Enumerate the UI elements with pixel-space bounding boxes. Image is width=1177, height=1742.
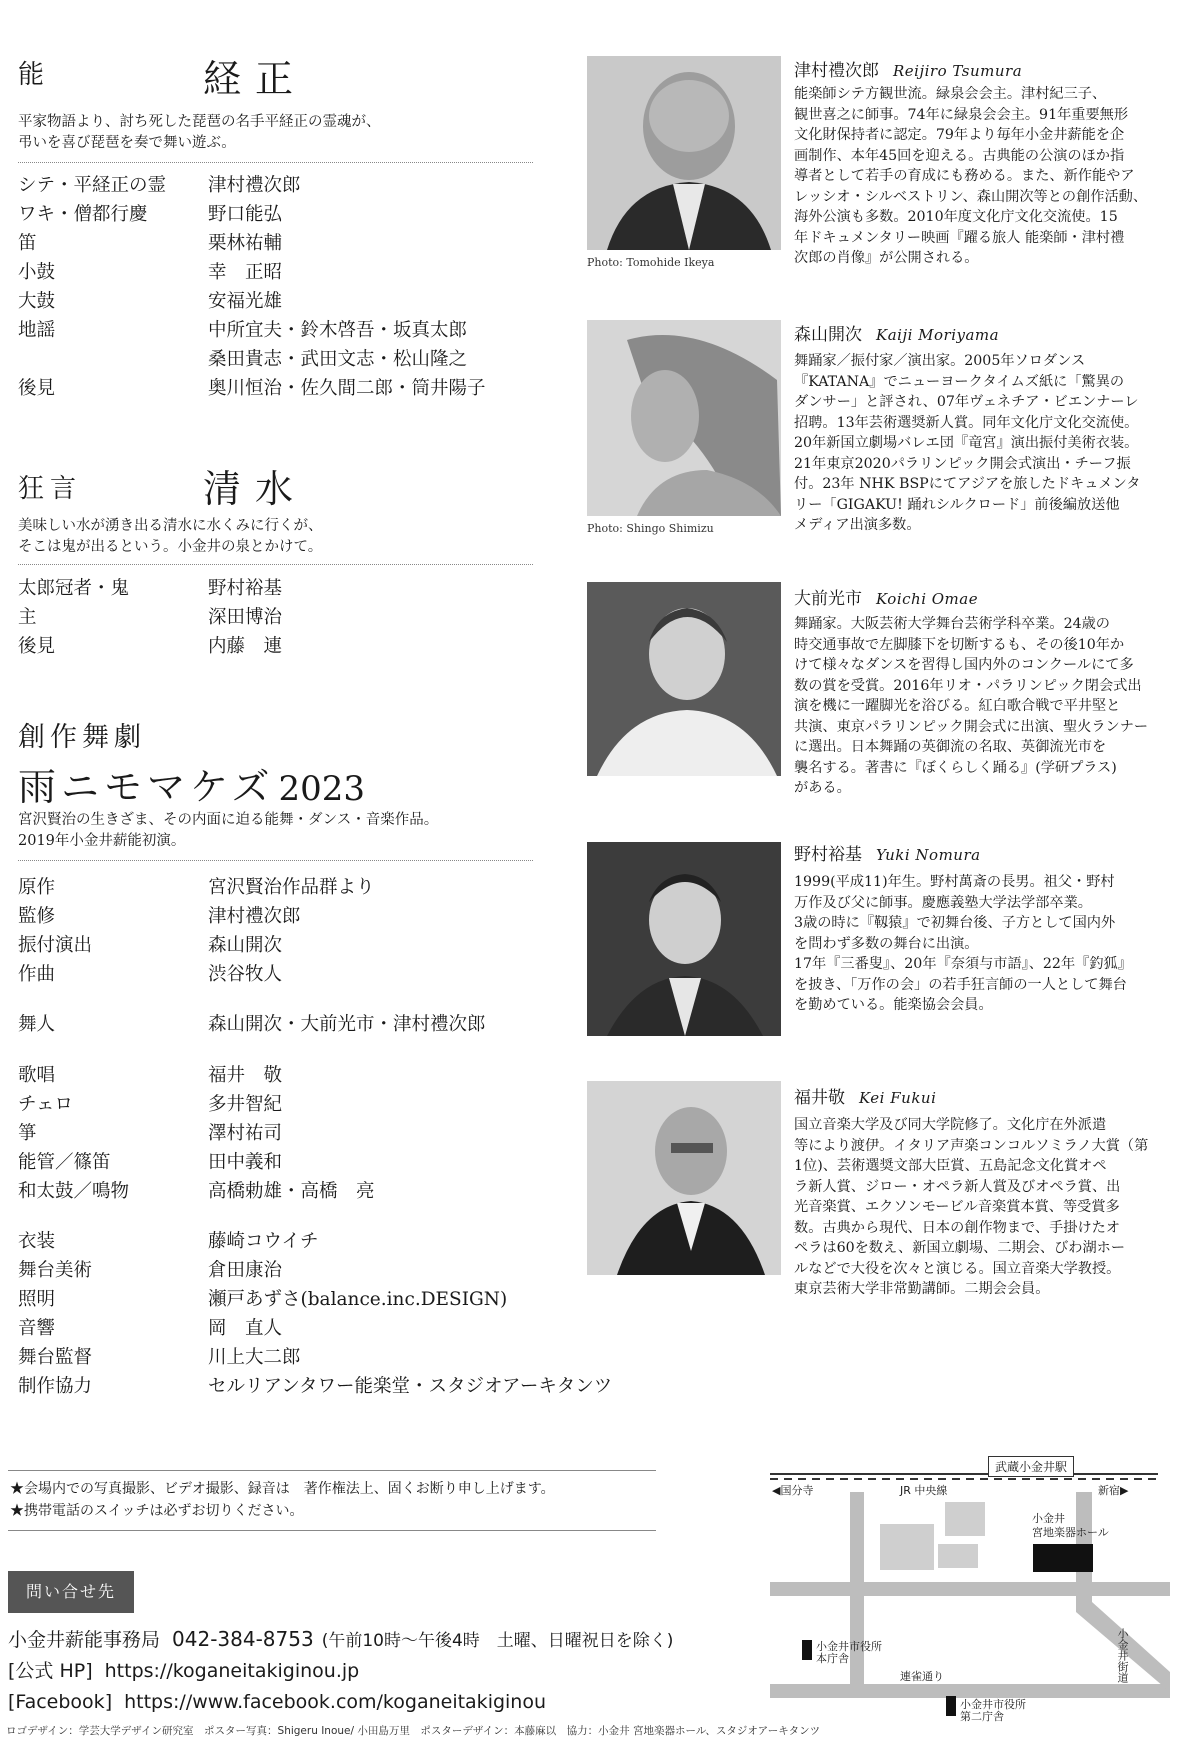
role-label: 衣装	[18, 1231, 56, 1252]
divider	[18, 860, 533, 861]
bio-line: 襲名する。著書に『ぼくらしく踊る』(学研プラス)	[794, 759, 1117, 776]
direction-east: 新宿▶	[1098, 1484, 1129, 1497]
credit-row	[18, 1177, 375, 1206]
bio-line: 海外公演も多数。2010年度文化庁文化交流使。15	[794, 209, 1118, 225]
phone-number[interactable]: 042-384-8753	[172, 1627, 314, 1651]
bio-line: ダンサー」と評され、07年ヴェネチア・ビエンナーレ	[794, 394, 1139, 410]
bio-line: 国立音楽大学及び同大学院修了。文化庁在外派遣	[794, 1117, 1107, 1133]
description-line: 美味しい水が湧き出る清水に水くみに行くが、	[18, 518, 323, 534]
performer-name: 森山開次	[208, 935, 283, 956]
portrait-photo-moriyama	[587, 320, 781, 516]
divider	[18, 564, 533, 565]
description-line: そこは鬼が出るという。小金井の泉とかけて。	[18, 539, 323, 555]
role-label: 箏	[18, 1123, 37, 1144]
role-label: 能管／篠笛	[18, 1152, 111, 1173]
office-name: 小金井薪能事務局	[8, 1629, 161, 1651]
bio-line: 21年東京2020パラリンピック開会式演出・チーフ振	[794, 455, 1131, 472]
role-label: 大鼓	[18, 291, 56, 312]
access-map	[770, 1452, 1170, 1722]
bio-text-omae	[794, 614, 1172, 799]
notice-line: ★携帯電話のスイッチは必ずお切りください。	[10, 1503, 304, 1519]
credit-row	[18, 1314, 612, 1343]
performer-name: 中所宜夫・鈴木啓吾・坂真太郎	[208, 320, 468, 341]
performer-name: 福井 敬	[208, 1065, 283, 1086]
credit-row	[18, 603, 282, 632]
bio-line: レッシオ・シルベストリン、森山開次等との創作活動、	[794, 188, 1148, 205]
road-label: 小金井街道	[1116, 1628, 1129, 1683]
bio-line: 次郎の肖像』が公開される。	[794, 250, 979, 266]
bio-name-en: Kei Fukui	[859, 1089, 937, 1107]
role-label: 振付演出	[18, 935, 93, 956]
bio-name-ja: 森山開次	[794, 325, 862, 345]
noh-cast	[18, 171, 486, 403]
kyogen-genre: 狂言	[18, 474, 83, 504]
credit-row	[18, 873, 375, 902]
bio-line: がある。	[794, 780, 851, 796]
noh-description	[18, 112, 381, 154]
bio-name	[794, 320, 999, 345]
footer-credits: ロゴデザイン：学芸大学デザイン研究室 ポスター写真：Shigeru Inoue/ 小田島万里 ポスターデザイン：本藤麻以 協力：小金井 宮地楽器ホール、スタジオアーキタンツ	[6, 1725, 821, 1737]
bio-line: 数の賞を受賞。2016年リオ・パラリンピック閉会式出	[794, 677, 1142, 694]
role-label: 地謡	[18, 320, 56, 341]
office-hours: (午前10時～午後4時 土曜、日曜祝日を除く)	[321, 1631, 674, 1651]
dance-music	[18, 1061, 375, 1206]
kyogen-title: 清水	[203, 467, 308, 511]
notice-line: ★会場内での写真撮影、ビデオ撮影、録音は 著作権法上、固くお断り申し上げます。	[10, 1481, 555, 1497]
noh-genre: 能	[18, 60, 51, 90]
performer-name: 倉田康治	[208, 1260, 283, 1281]
portrait-photo-omae	[587, 582, 781, 776]
performer-name: 田中義和	[208, 1152, 283, 1173]
bio-line: 舞踊家。大阪芸術大学舞台芸術学科卒業。24歳の	[794, 616, 1110, 632]
divider	[8, 1470, 656, 1471]
performer-name: 栗林祐輔	[208, 233, 283, 254]
bio-line: 演を機に一躍脚光を浴びる。紅白歌合戦で平井堅と	[794, 698, 1121, 714]
credit-row	[18, 1256, 612, 1285]
road-label: 連雀通り	[900, 1670, 944, 1683]
bio-line: 招聘。13年芸術選奨新人賞。同年文化庁文化交流使。	[794, 414, 1139, 431]
kyogen-description	[18, 516, 323, 558]
bio-line: 『KATANA』でニューヨークタイムズ紙に「驚異の	[794, 373, 1125, 390]
bio-line: 数。古典から現代、日本の創作物まで、手掛けたオ	[794, 1219, 1121, 1236]
role-label: 後見	[18, 378, 56, 399]
bio-name-ja: 野村裕基	[794, 845, 862, 865]
credit-row	[18, 1010, 486, 1039]
credit-row	[18, 960, 375, 989]
bio-line: けて様々なダンスを習得し国内外のコンクールにて多	[794, 657, 1134, 673]
credit-row	[18, 200, 486, 229]
bio-line: ラ新人賞、ジロー・オペラ新人賞及びオペラ賞、出	[794, 1178, 1121, 1195]
role-label: 和太鼓／鳴物	[18, 1181, 130, 1202]
bio-text-tsumura	[794, 84, 1172, 269]
bio-line: に選出。日本舞踊の英御流の名取、英御流光市を	[794, 739, 1107, 755]
bio-line: 光音楽賞、エクソンモービル音楽賞本賞、等受賞多	[794, 1199, 1120, 1215]
performer-name: 津村禮次郎	[208, 906, 301, 927]
performer-name: 川上大二郎	[208, 1347, 301, 1368]
performer-name: 多井智紀	[208, 1094, 283, 1115]
bio-text-moriyama	[794, 351, 1172, 536]
performer-name: 野口能弘	[208, 204, 283, 225]
bio-line: 導者として若手の育成にも務める。また、新作能やア	[794, 168, 1135, 184]
rail-line-label: JR 中央線	[900, 1484, 948, 1497]
bio-name	[794, 56, 1022, 81]
credit-row	[18, 1285, 612, 1314]
role-label: 歌唱	[18, 1065, 56, 1086]
bio-line: ペラは60を数え、新国立劇場、二期会、びわ湖ホー	[794, 1240, 1126, 1256]
role-label: 作曲	[18, 964, 56, 985]
bio-line: 付。23年 NHK BSPにてアジアを旅したドキュメンタ	[794, 476, 1141, 492]
bio-line: 舞踊家／振付家／演出家。2005年ソロダンス	[794, 353, 1086, 369]
role-label: 後見	[18, 636, 56, 657]
dance-title: 雨ニモマケズ	[18, 765, 275, 809]
role-label: 監修	[18, 906, 56, 927]
bio-line: を勤めている。能楽協会会員。	[794, 997, 993, 1013]
bio-line: 能楽師シテ方観世流。緑泉会会主。津村紀三子、	[794, 86, 1107, 102]
credit-row	[18, 1227, 612, 1256]
dance-description	[18, 810, 438, 852]
portrait-photo-tsumura	[587, 56, 781, 250]
bio-name	[794, 584, 978, 609]
performer-name: 宮沢賢治作品群より	[208, 877, 375, 898]
credit-row	[18, 1061, 375, 1090]
divider	[18, 162, 533, 163]
performer-name: 岡 直人	[208, 1318, 283, 1339]
cityhall-main-label-2: 本庁舎	[816, 1652, 849, 1665]
credit-row	[18, 1343, 612, 1372]
dance-dancers	[18, 1010, 486, 1039]
credit-row	[18, 1372, 612, 1401]
bio-line: 等により渡伊。イタリア声楽コンコルソミラノ大賞（第	[794, 1137, 1149, 1154]
performer-name: 野村裕基	[208, 578, 283, 599]
credit-row	[18, 931, 375, 960]
notice-block	[10, 1478, 555, 1522]
dance-title-block	[18, 756, 365, 811]
role-label: 舞台監督	[18, 1347, 93, 1368]
performer-name: 高橋勅雄・高橋 亮	[208, 1181, 375, 1202]
noh-title: 経正	[203, 57, 308, 101]
bio-line: 万作及び父に師事。慶應義塾大学法学部卒業。	[794, 894, 1092, 911]
direction-west: ◀国分寺	[772, 1484, 814, 1497]
performer-name: 森山開次・大前光市・津村禮次郎	[208, 1014, 486, 1035]
bio-name-ja: 大前光市	[794, 589, 862, 609]
kyogen-cast	[18, 574, 282, 661]
hp-label: [公式 HP]	[8, 1660, 93, 1682]
bio-line: 3歳の時に『靱猿』で初舞台後、子方として国内外	[794, 915, 1116, 931]
performer-name: 深田博治	[208, 607, 283, 628]
photo-credit: Photo: Tomohide Ikeya	[587, 256, 715, 269]
bio-line: ルなどで大役を次々と演じる。国立音楽大学教授。	[794, 1260, 1121, 1277]
credit-row	[18, 574, 282, 603]
bio-line: 文化財保持者に認定。79年より毎年小金井薪能を企	[794, 127, 1125, 143]
bio-line: 1位)、芸術選奨文部大臣賞、五島記念文化賞オペ	[794, 1158, 1107, 1174]
facebook-link[interactable]: https://www.facebook.com/koganeitakiginou	[124, 1691, 547, 1713]
performer-name: 瀬戸あずさ(balance.inc.DESIGN)	[208, 1289, 508, 1310]
credit-row	[18, 345, 486, 374]
role-label: 太郎冠者・鬼	[18, 578, 130, 599]
bio-name-en: Koichi Omae	[876, 590, 979, 608]
bio-line: 1999(平成11)年生。野村萬斎の長男。祖父・野村	[794, 874, 1115, 890]
credit-row	[18, 316, 486, 345]
cityhall-2nd-label-2: 第二庁舎	[960, 1710, 1004, 1723]
bio-line: リー「GIGAKU! 踊れシルクロード」前後編放送他	[794, 496, 1120, 513]
bio-line: 共演、東京パラリンピック開会式に出演、聖火ランナー	[794, 718, 1149, 735]
bio-line: 20年新国立劇場バレエ団『竜宮』演出振付美術衣装。	[794, 435, 1139, 451]
bio-line: メディア出演多数。	[794, 517, 921, 533]
performer-name: 渋谷牧人	[208, 964, 283, 985]
bio-line: を披き、「万作の会」の若手狂言師の一人として舞台	[794, 976, 1127, 993]
hall-label-1: 小金井	[1032, 1512, 1065, 1525]
performer-name: 安福光雄	[208, 291, 283, 312]
role-label: 制作協力	[18, 1376, 93, 1397]
bio-text-fukui	[794, 1115, 1172, 1300]
credit-row	[18, 171, 486, 200]
bio-line: 画制作、本年45回を迎える。古典能の公演のほか指	[794, 147, 1125, 164]
contact-tab: 問い合せ先	[8, 1571, 134, 1613]
bio-line: 東京芸術大学非常勤講師。二期会会員。	[794, 1281, 1050, 1297]
credit-row	[18, 1090, 375, 1119]
bio-name-en: Reijiro Tsumura	[893, 62, 1023, 80]
performer-name: 奥川恒治・佐久間二郎・筒井陽子	[208, 378, 486, 399]
role-label: 主	[18, 607, 37, 628]
performer-name: 内藤 連	[208, 636, 283, 657]
description-line: 弔いを喜び琵琶を奏で舞い遊ぶ。	[18, 135, 236, 151]
role-label: 音響	[18, 1318, 56, 1339]
contact-office-line	[8, 1625, 673, 1655]
credit-row	[18, 902, 375, 931]
credit-row	[18, 374, 486, 403]
role-label	[18, 345, 208, 374]
facebook-label: [Facebook]	[8, 1691, 113, 1713]
bio-name-en: Yuki Nomura	[876, 846, 981, 864]
role-label: チェロ	[18, 1094, 73, 1115]
role-label: 照明	[18, 1289, 56, 1310]
cityhall-main-label-1: 小金井市役所	[816, 1640, 882, 1653]
role-label: シテ・平経正の霊	[18, 175, 167, 196]
description-line: 2019年小金井薪能初演。	[18, 833, 186, 849]
description-line: 宮沢賢治の生きざま、その内面に迫る能舞・ダンス・音楽作品。	[18, 812, 439, 828]
role-label: 笛	[18, 233, 37, 254]
bio-text-nomura	[794, 872, 1172, 1016]
performer-name: セルリアンタワー能楽堂・スタジオアーキタンツ	[208, 1376, 613, 1397]
role-label: 舞台美術	[18, 1260, 93, 1281]
bio-name-ja: 福井敬	[794, 1088, 845, 1108]
bio-name	[794, 1083, 936, 1108]
dance-genre: 創作舞劇	[18, 722, 146, 753]
bio-line: 年ドキュメンタリー映画『躍る旅人 能楽師・津村禮	[794, 229, 1125, 246]
performer-name: 桑田貴志・武田文志・松山隆之	[208, 349, 468, 370]
dance-staff	[18, 1227, 612, 1401]
performer-name: 幸 正昭	[208, 262, 283, 283]
bio-line: 時交通事故で左脚膝下を切断するも、その後10年か	[794, 636, 1125, 653]
credit-row	[18, 229, 486, 258]
performer-name: 津村禮次郎	[208, 175, 301, 196]
role-label: ワキ・僧都行慶	[18, 204, 148, 225]
bio-line: 17年『三番叟』、20年『奈須与市語』、22年『釣狐』	[794, 956, 1132, 972]
credit-row	[18, 1148, 375, 1177]
role-label: 小鼓	[18, 262, 56, 283]
station-label: 武蔵小金井駅	[988, 1456, 1074, 1477]
cityhall-2nd-label-1: 小金井市役所	[960, 1698, 1026, 1711]
bio-name	[794, 840, 981, 865]
performer-name: 澤村祐司	[208, 1123, 283, 1144]
credit-row	[18, 632, 282, 661]
role-label: 舞人	[18, 1014, 56, 1035]
description-line: 平家物語より、討ち死した琵琶の名手平経正の霊魂が、	[18, 114, 381, 130]
role-label: 原作	[18, 877, 56, 898]
credit-row	[18, 1119, 375, 1148]
contact-fb-line	[8, 1688, 546, 1716]
credit-row	[18, 258, 486, 287]
hp-link[interactable]: https://koganeitakiginou.jp	[104, 1660, 360, 1682]
bio-name-ja: 津村禮次郎	[794, 61, 879, 81]
dance-year: 2023	[278, 769, 366, 809]
bio-line: 観世喜之に師事。74年に緑泉会会主。91年重要無形	[794, 106, 1129, 123]
credit-row	[18, 287, 486, 316]
contact-hp-line	[8, 1657, 359, 1685]
dance-credits	[18, 873, 375, 989]
portrait-photo-nomura	[587, 842, 781, 1036]
portrait-photo-fukui	[587, 1081, 781, 1275]
divider	[8, 1530, 656, 1531]
hall-label-2: 宮地楽器ホール	[1032, 1526, 1109, 1539]
bio-name-en: Kaiji Moriyama	[876, 326, 1000, 344]
performer-name: 藤崎コウイチ	[208, 1231, 319, 1252]
photo-credit: Photo: Shingo Shimizu	[587, 522, 714, 535]
bio-line: を問わず多数の舞台に出演。	[794, 935, 979, 952]
